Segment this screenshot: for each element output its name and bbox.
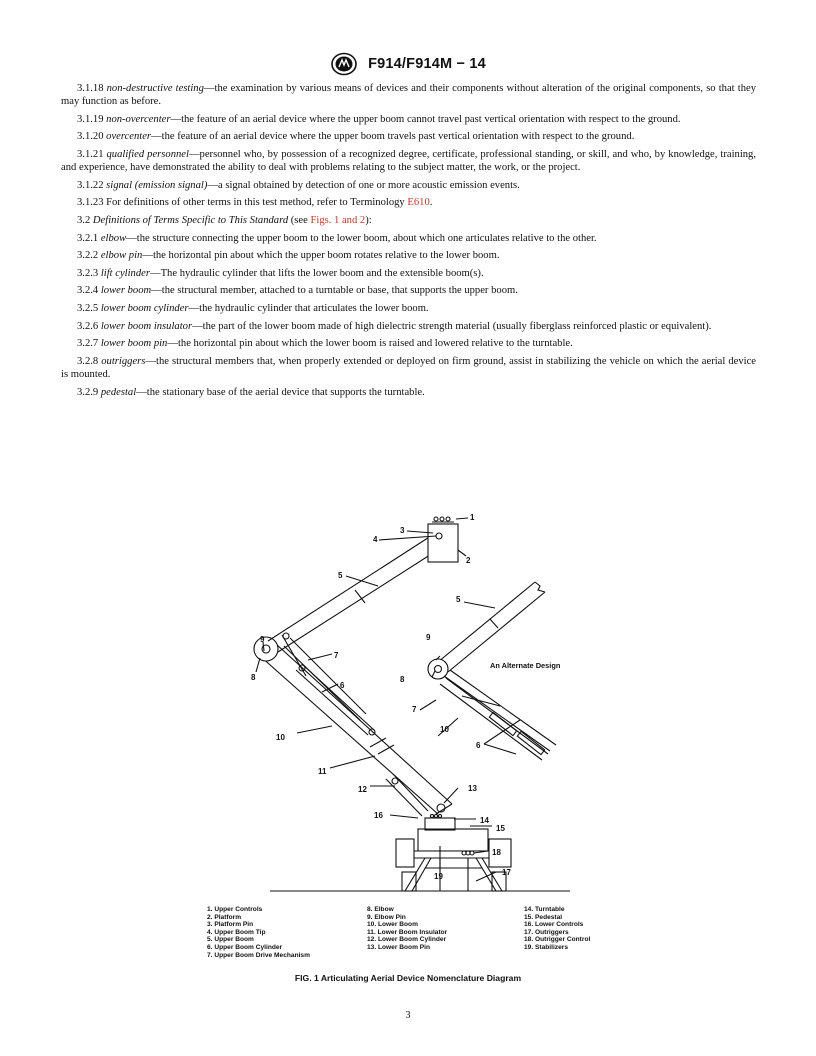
definition-paragraph <box>61 214 756 227</box>
reference-link[interactable]: E610 <box>407 197 430 209</box>
defined-term: lift cylinder <box>100 267 150 279</box>
reference-link[interactable]: Figs. 1 and 2 <box>310 214 366 226</box>
callout-label: 13 <box>468 784 477 793</box>
definition-paragraph <box>61 355 756 381</box>
legend-item: 4. Upper Boom Tip <box>207 928 266 936</box>
defined-term: lower boom <box>100 285 152 297</box>
definition-paragraph <box>61 284 756 297</box>
paragraph-number: 3.1.20 <box>77 131 104 143</box>
paragraph-number: 3.2.9 <box>77 386 99 398</box>
legend-item: 12. Lower Boom Cylinder <box>367 936 447 944</box>
legend-column-1 <box>207 906 310 959</box>
figure-caption: FIG. 1 Articulating Aerial Device Nomenclature Diagram <box>294 973 522 983</box>
alternate-design-label: An Alternate Design <box>490 661 561 670</box>
definition-text: —the horizontal pin about which the upper boom rotates relative to the lower boom. <box>142 250 500 262</box>
legend-item: 16. Lower Controls <box>524 921 584 929</box>
definition-text: —The hydraulic cylinder that lifts the lower boom and the extensible boom(s). <box>149 267 484 279</box>
paragraph-number: 3.2.5 <box>77 302 99 314</box>
paragraph-number: 3.1.18 <box>77 83 104 94</box>
definition-paragraph <box>61 130 756 143</box>
callout-label: 6 <box>340 681 345 690</box>
definition-paragraph <box>61 196 756 209</box>
callout-label: 3 <box>400 526 405 535</box>
callout-label: 10 <box>276 733 285 742</box>
definition-text: —a signal obtained by detection of one or more acoustic emission events. <box>207 179 520 191</box>
legend-item: 13. Lower Boom Pin <box>367 943 431 951</box>
paragraph-number: 3.1.21 <box>77 148 104 160</box>
page-number: 3 <box>405 1010 411 1021</box>
definition-text: —the horizontal pin about which the lower boom is raised and lowered relative to the turntable. <box>167 338 573 350</box>
definition-paragraph <box>61 267 756 280</box>
paragraph-number: 3.2 <box>77 214 91 226</box>
definition-text: —the stationary base of the aerial device that supports the turntable. <box>136 386 425 398</box>
defined-term: overcenter <box>106 131 152 143</box>
legend-item: 19. Stabilizers <box>524 943 568 951</box>
definition-paragraph <box>61 302 756 315</box>
defined-term: pedestal <box>100 386 137 398</box>
callout-label: 5 <box>338 571 343 580</box>
definition-text: —the feature of an aerial device where the upper boom cannot travel past vertical orientation with respect to the ground. <box>170 113 681 125</box>
document-id: F914/F914M − 14 <box>368 56 486 72</box>
paragraph-number: 3.1.19 <box>77 113 104 125</box>
callout-label: 4 <box>373 535 378 544</box>
paragraph-number: 3.2.6 <box>77 320 99 332</box>
aerial-device-diagram <box>200 506 620 906</box>
definition-text: —the structure connecting the upper boom to the lower boom, about which one articulates relative to the other. <box>126 232 597 244</box>
callout-label: 14 <box>480 816 489 825</box>
definition-text: For definitions of other terms in this test method, refer to Terminology <box>106 197 408 209</box>
legend-column-3 <box>524 906 590 952</box>
defined-term: signal (emission signal) <box>106 179 208 191</box>
defined-term: non-overcenter <box>106 113 171 125</box>
callout-label: 11 <box>318 767 327 776</box>
callout-label: 15 <box>496 824 505 833</box>
legend-item: 6. Upper Boom Cylinder <box>207 943 283 951</box>
definition-paragraph <box>61 249 756 262</box>
defined-term: non-destructive testing <box>106 83 204 94</box>
paragraph-number: 3.2.3 <box>77 267 99 279</box>
legend-item: 11. Lower Boom Insulator <box>367 928 448 936</box>
page-header <box>0 52 816 76</box>
callout-label: 19 <box>434 872 443 881</box>
definition-text: —the hydraulic cylinder that articulates the lower boom. <box>188 302 429 314</box>
callout-label: 5 <box>456 595 461 604</box>
callout-label: 9 <box>260 635 265 644</box>
callout-label: 7 <box>334 651 339 660</box>
figure-1-diagram <box>200 506 620 906</box>
definition-paragraph <box>61 113 756 126</box>
legend-item: 14. Turntable <box>524 906 565 913</box>
definitions-text <box>61 82 756 403</box>
callout-label: 12 <box>358 785 367 794</box>
definition-paragraph <box>61 82 756 108</box>
legend-item: 8. Elbow <box>367 906 394 913</box>
legend-column-2 <box>367 906 447 952</box>
definition-text-tail: . <box>429 197 433 209</box>
legend-item: 9. Elbow Pin <box>367 913 406 921</box>
defined-term: elbow pin <box>100 250 143 262</box>
legend-item: 3. Platform Pin <box>207 921 254 929</box>
legend-item: 17. Outriggers <box>524 928 569 936</box>
definition-paragraph <box>61 179 756 192</box>
paragraph-number: 3.1.23 <box>77 197 104 209</box>
paragraph-number: 3.1.22 <box>77 179 104 191</box>
defined-term: lower boom cylinder <box>100 302 189 314</box>
legend-item: 1. Upper Controls <box>207 906 263 913</box>
astm-logo-icon <box>330 52 358 76</box>
paragraph-number: 3.2.2 <box>77 250 99 262</box>
callout-label: 18 <box>492 848 501 857</box>
callout-label: 8 <box>251 673 256 682</box>
defined-term: outriggers <box>101 355 146 367</box>
definition-paragraph <box>61 320 756 333</box>
callout-label: 9 <box>426 633 431 642</box>
legend-item: 10. Lower Boom <box>367 921 418 929</box>
definition-paragraph <box>61 337 756 350</box>
legend-item: 2. Platform <box>207 913 242 921</box>
callout-label: 1 <box>470 513 475 522</box>
callout-label: 8 <box>400 675 405 684</box>
callout-label: 7 <box>412 705 417 714</box>
definition-paragraph <box>61 386 756 399</box>
defined-term: lower boom pin <box>100 338 168 350</box>
callout-label: 16 <box>374 811 383 820</box>
definition-text: —the feature of an aerial device where the upper boom travels past vertical orientation with respect to the ground. <box>151 131 635 143</box>
paragraph-number: 3.2.8 <box>77 355 99 367</box>
definition-text: —the structural members that, when properly extended or deployed on firm ground, assist in stabilizing the vehicle on which the aerial device is mounted. <box>61 355 756 380</box>
defined-term: lower boom insulator <box>100 320 193 332</box>
callout-label: 17 <box>502 868 511 877</box>
definition-text-tail: ): <box>365 214 372 226</box>
legend-item: 5. Upper Boom <box>207 936 254 944</box>
definition-paragraph <box>61 148 756 174</box>
definition-text: —the structural member, attached to a turntable or base, that supports the upper boom. <box>151 285 518 297</box>
defined-term: elbow <box>100 232 127 244</box>
legend-item: 7. Upper Boom Drive Mechanism <box>207 951 310 959</box>
callout-label: 6 <box>476 741 481 750</box>
paragraph-number: 3.2.4 <box>77 285 99 297</box>
paragraph-number: 3.2.1 <box>77 232 99 244</box>
callout-label: 2 <box>466 556 471 565</box>
defined-term: qualified personnel <box>106 148 189 160</box>
definition-text: —the part of the lower boom made of high dielectric strength material (usually fiberglass reinforced plastic or equivalent). <box>192 320 712 332</box>
definition-text: —the examination by various means of devices and their components without alteration of the original components, so that they may function as before. <box>61 83 756 108</box>
legend-item: 18. Outrigger Control <box>524 936 591 944</box>
paragraph-number: 3.2.7 <box>77 338 99 350</box>
definition-paragraph <box>61 232 756 245</box>
definition-text: (see <box>288 214 311 226</box>
defined-term: Definitions of Terms Specific to This Standard <box>92 214 289 226</box>
definition-text: —personnel who, by possession of a recognized degree, certificate, professional standing, or skill, and who, by knowledge, training, and experience, have demonstrated the ability to deal with problems relating to the subject matter, the work, or the project. <box>61 148 757 174</box>
legend-item: 15. Pedestal <box>524 913 563 921</box>
callout-label: 10 <box>440 725 449 734</box>
